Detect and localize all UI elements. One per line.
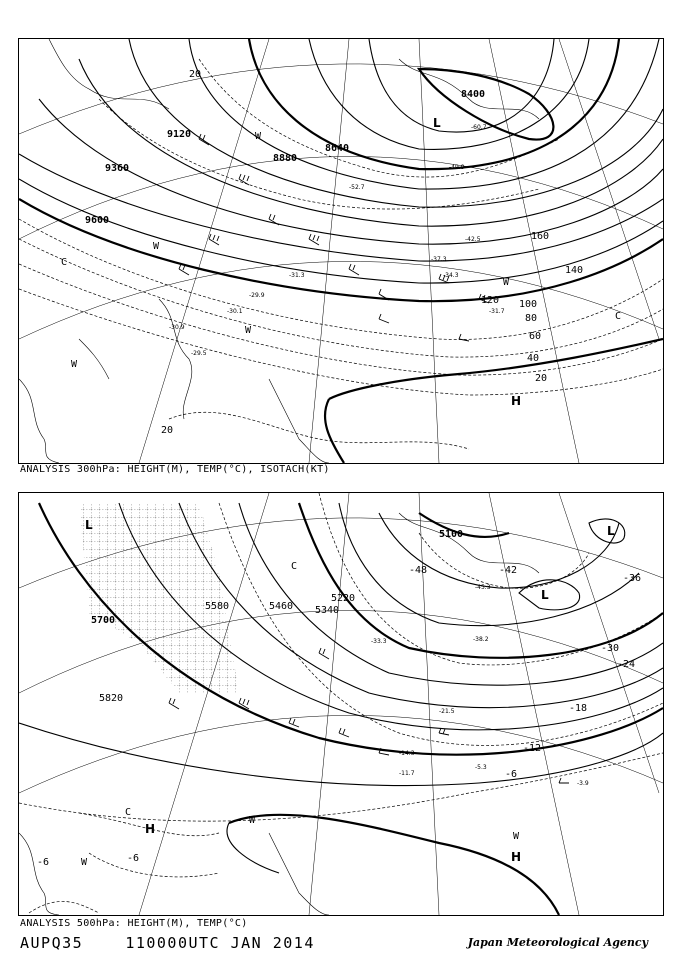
station-label-8: -33.3 [371, 638, 387, 645]
temp-label-1: -31.3 [289, 272, 305, 279]
map-300hpa-canvas [19, 39, 663, 463]
height-label-9120: 9120 [167, 129, 192, 140]
height-label-5460: 5460 [269, 601, 294, 612]
temp-label-4: -29.5 [191, 350, 207, 357]
temp-label-5: -30.1 [227, 308, 243, 315]
chart-id-code: AUPQ35 [20, 934, 84, 952]
temp-label-10: -37.3 [431, 256, 447, 263]
warm-symbol-b: W [81, 857, 88, 868]
height-label-8400: 8400 [461, 89, 486, 100]
low-pressure-symbol-east: L [541, 588, 549, 602]
caption-500hpa: ANALYSIS 500hPa: HEIGHT(M), TEMP(°C) [20, 918, 248, 929]
isotach-label-60: 60 [529, 331, 542, 342]
height-label-5340: 5340 [315, 605, 340, 616]
temp-label-minus48: -48 [409, 565, 428, 576]
temp-label-9: -49.9 [449, 164, 465, 171]
height-label-8640: 8640 [325, 143, 350, 154]
high-pressure-symbol-west: H [145, 822, 156, 836]
agency-name: Japan Meteorological Agency [467, 936, 648, 949]
warm-symbol-4: W [245, 325, 252, 336]
height-contours [19, 39, 663, 463]
isotach-label-20: 20 [535, 373, 548, 384]
station-label-4: -3.9 [577, 780, 589, 787]
isotach-label-40: 40 [527, 353, 540, 364]
warm-symbol-1: W [71, 359, 78, 370]
isotach-label-140: 140 [565, 265, 584, 276]
high-pressure-symbol-east: H [511, 850, 522, 864]
isotach-label-160: 160 [531, 231, 550, 242]
map-300hpa [18, 38, 664, 464]
height-label-5580: 5580 [205, 601, 230, 612]
temp-label-minus42: -42 [499, 565, 518, 576]
cold-symbol-a: C [125, 807, 132, 818]
map-500hpa [18, 492, 664, 916]
station-label-3: -5.3 [475, 764, 487, 771]
temp-label-11: -34.3 [443, 272, 459, 279]
height-label-8880: 8880 [273, 153, 298, 164]
height-label-9360: 9360 [105, 163, 130, 174]
temp-label-6: -42.5 [465, 236, 481, 243]
temp-label-minus36: -36 [623, 573, 642, 584]
warm-symbol-5: W [503, 277, 510, 288]
wind-barbs [179, 134, 489, 341]
warm-symbol-2: W [255, 131, 262, 142]
temp-label-minus24: -24 [617, 659, 636, 670]
station-label-1: -14.3 [399, 750, 415, 757]
cold-symbol-1: C [61, 257, 68, 268]
temp-label-minus12: -12 [523, 743, 542, 754]
isotach-label-20-north: 20 [189, 69, 202, 80]
high-pressure-symbol: H [511, 394, 522, 408]
low-pressure-symbol: L [433, 116, 441, 130]
height-label-9600: 9600 [85, 215, 110, 226]
temp-label-minus6-center: -6 [127, 853, 140, 864]
cold-symbol-2: C [615, 311, 622, 322]
hatched-area [79, 503, 239, 693]
map-500hpa-canvas [19, 493, 663, 915]
temp-label-2: -29.9 [249, 292, 265, 299]
station-label-7: -45.3 [475, 584, 491, 591]
isotachs [19, 59, 663, 449]
temp-label-minus6-west: -6 [37, 857, 50, 868]
isotach-label-20-south: 20 [161, 425, 174, 436]
cold-symbol-b: C [291, 561, 298, 572]
chart-datetime: 110000UTC JAN 2014 [125, 934, 315, 952]
station-label-6: -38.2 [473, 636, 489, 643]
isotach-label-80: 80 [525, 313, 538, 324]
lat-lon-grid [19, 39, 663, 463]
temp-label-12: -31.7 [489, 308, 505, 315]
temp-label-minus6: -6 [505, 769, 518, 780]
caption-300hpa: ANALYSIS 300hPa: HEIGHT(M), TEMP(°C), ISOTACH(KT) [20, 464, 330, 475]
height-label-5700: 5700 [91, 615, 116, 626]
station-label-5: -21.5 [439, 708, 455, 715]
temp-label-minus30: -30 [601, 643, 620, 654]
temp-label-minus18: -18 [569, 703, 588, 714]
temp-label-7: -52.7 [349, 184, 365, 191]
warm-symbol-c: W [513, 831, 520, 842]
isotach-label-100: 100 [519, 299, 538, 310]
station-label-2: -11.7 [399, 770, 415, 777]
low-pressure-symbol-northeast: L [607, 524, 615, 538]
warm-symbol-a: W [249, 815, 256, 826]
temp-label-3: -30.9 [169, 324, 185, 331]
height-label-5100: 5100 [439, 529, 464, 540]
low-pressure-symbol-west: L [85, 518, 93, 532]
isotach-label-120: 120 [481, 295, 500, 306]
chart-identifier [20, 934, 315, 952]
temp-label-8: -60.7 [471, 124, 487, 131]
warm-symbol-3: W [153, 241, 160, 252]
height-label-5820: 5820 [99, 693, 124, 704]
height-label-5220: 5220 [331, 593, 356, 604]
